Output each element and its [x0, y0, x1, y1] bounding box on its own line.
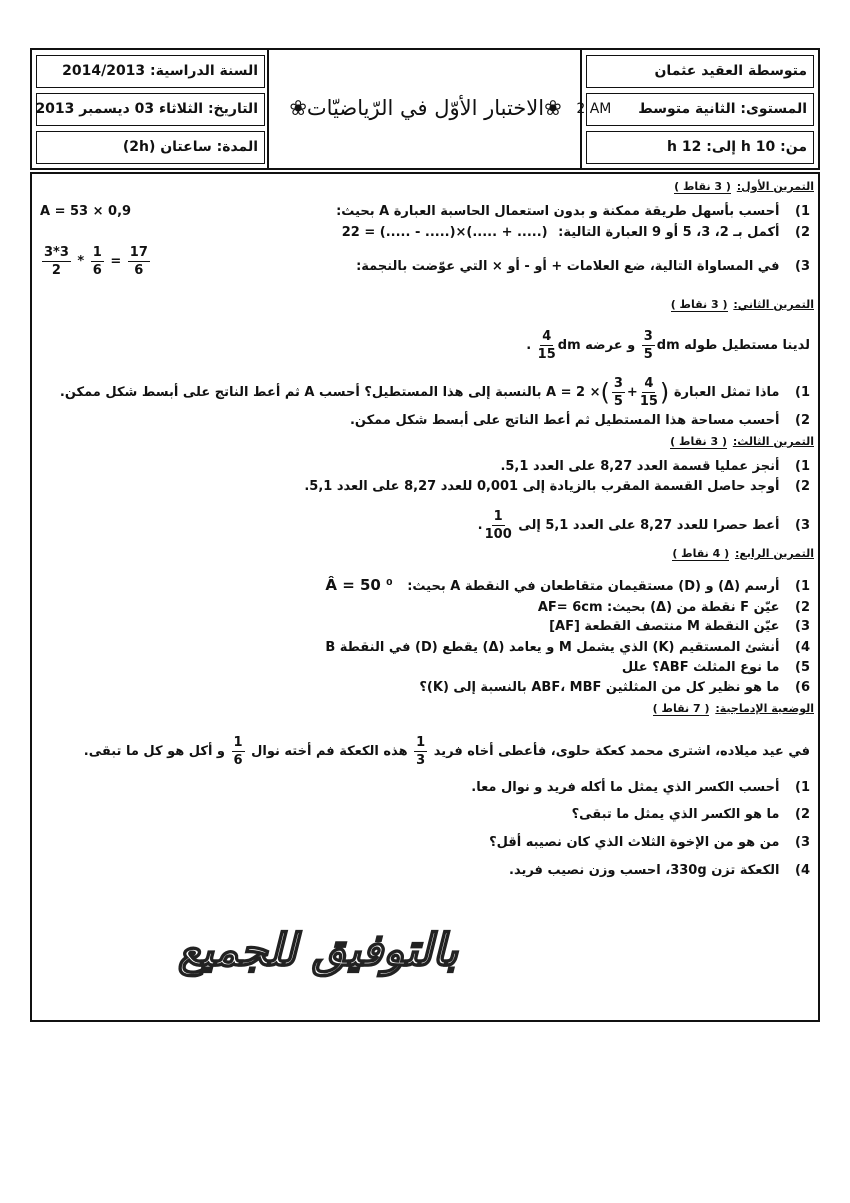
unit: dm — [656, 338, 680, 353]
intro-text: هذه الكعكة فم أخته نوال — [251, 744, 408, 759]
question-number: 2) — [795, 479, 810, 494]
question-number: 3) — [795, 518, 810, 533]
situation-heading — [653, 702, 814, 716]
question-text: بالنسبة إلى هذا المستطيل؟ أحسب A ثم أعط الناتج على أبسط شكل ممكن. — [59, 385, 542, 400]
exercise-2-name: التمرين الثاني: — [733, 298, 814, 311]
situation-question-1 — [40, 779, 810, 797]
unit: dm — [557, 338, 581, 353]
question-number: 1) — [795, 204, 810, 219]
fraction — [642, 330, 655, 361]
denominator: 15 — [537, 347, 556, 362]
denominator: 6 — [92, 263, 102, 278]
intro-text: و أكل هو كل ما تبقى. — [83, 744, 226, 759]
numerator: 3 — [643, 329, 653, 344]
situation-name: الوضعية الإدماجية: — [715, 702, 814, 715]
exercise-4-name: التمرين الرابع: — [734, 547, 814, 560]
level-code: 2 AM — [576, 101, 612, 117]
question-text: أنشئ المستقيم (K) الذي يشمل M و يعامد (Δ) يقطع (D) في النقطة B — [325, 640, 780, 655]
numerator: 1 — [92, 245, 102, 260]
fraction — [640, 377, 658, 408]
denominator: 5 — [643, 347, 653, 362]
time-cell — [586, 131, 814, 164]
fraction — [91, 246, 104, 277]
question-text: أحسب مساحة هذا المستطيل ثم أعط الناتج على أبسط شكل ممكن. — [349, 413, 780, 428]
exercise-1-name: التمرين الأول: — [736, 180, 814, 193]
level-cell — [576, 93, 814, 126]
question-number: 1) — [795, 780, 810, 795]
fraction — [538, 330, 556, 361]
exercise-3-heading — [670, 435, 814, 449]
denominator: 3 — [416, 753, 426, 768]
exercise-3-name: التمرين الثالث: — [732, 435, 814, 448]
ex1-question-1 — [40, 203, 810, 221]
question-text: أحسب الكسر الذي يمثل ما أكله فريد و نوال معا. — [471, 780, 780, 795]
exam-header — [30, 48, 820, 170]
situation-question-4 — [40, 862, 810, 880]
exam-duration: المدة: ساعتان (2h) — [36, 131, 265, 164]
exercise-1-points: ( 3 نقاط ) — [674, 180, 731, 193]
length-value — [640, 330, 680, 361]
exercise-1-heading — [674, 180, 814, 194]
situation-points: ( 7 نقاط ) — [652, 702, 710, 715]
school-name: متوسطة العقيد عثمان — [586, 55, 814, 88]
question-number: 6) — [795, 680, 810, 695]
question-text: ماذا تمثل العبارة — [673, 385, 780, 400]
ex2-question-1 — [40, 377, 810, 408]
question-text: ما هو الكسر الذي يمثل ما تبقى؟ — [571, 807, 780, 822]
width-value — [536, 330, 581, 361]
numerator: 1 — [493, 509, 503, 524]
good-luck-wish: بالتوفيق للجميع — [178, 925, 458, 976]
star-sign: * — [77, 254, 85, 269]
ex4-question-5 — [40, 659, 810, 677]
question-text: من هو من الإخوة الثلاث الذي كان نصيبه أقل؟ — [489, 835, 780, 850]
fraction — [485, 510, 512, 541]
question-number: 1) — [795, 579, 810, 594]
math-expression: A = 53 × 0,9 — [40, 204, 132, 219]
ex4-question-4 — [40, 639, 810, 657]
ex3-question-2 — [40, 478, 810, 496]
exercise-4-points: ( 4 نقاط ) — [672, 547, 730, 560]
question-number: 2) — [795, 807, 810, 822]
denominator: 2 — [51, 263, 61, 278]
numerator: 4 — [542, 329, 552, 344]
question-text: أوجد حاصل القسمة المقرب بالزيادة إلى 0,001 للعدد 8,27 على العدد 5,1. — [304, 479, 780, 494]
question-number: 3) — [795, 619, 810, 634]
numerator: 4 — [644, 376, 654, 391]
denominator: 6 — [134, 263, 144, 278]
numerator: 3*3 — [44, 245, 69, 260]
question-number: 1) — [795, 385, 810, 400]
ex1-question-2 — [40, 224, 810, 242]
situation-intro — [40, 736, 810, 767]
denominator: 6 — [233, 753, 243, 768]
fraction — [42, 246, 71, 277]
expression-head: A = 2 × — [546, 385, 601, 400]
time-from: من: 10 h — [740, 139, 807, 155]
question-number: 2) — [795, 225, 810, 240]
exercise-2-heading — [671, 298, 814, 312]
ex4-question-2 — [40, 599, 810, 617]
time-to: إلى: 12 h — [667, 139, 737, 155]
denominator: 15 — [639, 394, 658, 409]
ex2-intro: لدينا مستطيل طوله $\frac{3}{5}$ dm و عرضه $\frac{4}{15}$ dm . — [526, 329, 810, 362]
question-text: أكمل بـ 2، 3، 5 أو 9 العبارة التالية: — [558, 225, 780, 240]
numerator: 17 — [129, 245, 148, 260]
ex4-question-6 — [40, 679, 810, 697]
denominator: 100 — [484, 527, 512, 542]
exercise-4-heading — [672, 547, 814, 561]
question-number: 2) — [795, 600, 810, 615]
fraction — [612, 377, 625, 408]
fraction — [128, 246, 150, 277]
question-number: 3) — [795, 835, 810, 850]
exam-title: ❀الاختبار الأوّل في الرّياضيّات❀ — [289, 96, 562, 120]
ex4-question-1 — [40, 576, 810, 596]
question-text: في المساواة التالية، ضع العلامات + أو - أو × التي عوّضت بالنجمة: — [356, 259, 780, 274]
numerator: 3 — [613, 376, 623, 391]
situation-question-2 — [40, 806, 810, 824]
question-text: عيّن F نقطة من (Δ) بحيث: AF= 6cm — [537, 600, 780, 615]
question-number: 5) — [795, 660, 810, 675]
intro-text: في عيد ميلاده، اشترى محمد كعكة حلوى، فأعطى أخاه فريد — [433, 744, 810, 759]
question-number: 2) — [795, 413, 810, 428]
question-text: أرسم (Δ) و (D) مستقيمان متقاطعان في النقطة A بحيث: — [407, 579, 780, 594]
question-text: أحسب بأسهل طريقة ممكنة و بدون استعمال الحاسبة العبارة A بحيث: — [336, 204, 780, 219]
ex4-question-3 — [40, 618, 810, 636]
denominator: 5 — [613, 394, 623, 409]
numerator: 1 — [233, 735, 243, 750]
intro-text: لدينا مستطيل طوله — [684, 338, 810, 353]
angle-expression: Â = 50 ⁰ — [325, 576, 393, 594]
school-year: السنة الدراسية: 2014/2013 — [36, 55, 265, 88]
question-text: أعط حصرا للعدد 8,27 على العدد 5,1 إلى — [518, 518, 780, 533]
question-text: ما نوع المثلث ABF؟ علل — [621, 660, 780, 675]
question-number: 1) — [795, 459, 810, 474]
question-text: عيّن النقطة M منتصف القطعة [AF] — [549, 619, 780, 634]
header-center-column — [267, 50, 582, 168]
question-text: أنجز عمليا قسمة العدد 8,27 على العدد 5,1. — [500, 459, 780, 474]
question-number: 4) — [795, 863, 810, 878]
equals-sign: = — [110, 254, 122, 269]
fraction — [232, 736, 245, 767]
exercise-3-points: ( 3 نقاط ) — [670, 435, 727, 448]
exam-date: التاريخ: الثلاثاء 03 ديسمبر 2013 — [36, 93, 265, 126]
ex1-question-3 — [40, 245, 810, 278]
question-number: 4) — [795, 640, 810, 655]
ex3-question-1 — [40, 458, 810, 476]
question-text: ما هو نظير كل من المثلثين ABF، MBF بالنسبة إلى (K)؟ — [419, 680, 780, 695]
intro-text: و عرضه — [585, 338, 636, 353]
question-number: 3) — [795, 259, 810, 274]
question-text: الكعكة تزن 330g، احسب وزن نصيب فريد. — [509, 863, 780, 878]
ex2-question-2 — [40, 412, 810, 430]
ex3-question-3: 3) أعط حصرا للعدد 8,27 على العدد 5,1 إلى $\frac{1}{100}$ . — [477, 509, 810, 542]
header-left-column — [32, 50, 269, 168]
expression-A: A = 2 ×( $\frac{3}{5}$ + $\frac{4}{15}$ ) — [546, 376, 670, 409]
situation-question-3 — [40, 834, 810, 852]
exercise-2-points: ( 3 نقاط ) — [670, 298, 728, 311]
equation-3 — [40, 246, 152, 277]
header-right-column — [576, 50, 818, 168]
fraction — [414, 736, 427, 767]
math-expression: 22 = (..... - .....)×(..... + .....) — [341, 225, 548, 240]
level-label: المستوى: الثانية متوسط — [638, 101, 807, 117]
numerator: 1 — [416, 735, 426, 750]
